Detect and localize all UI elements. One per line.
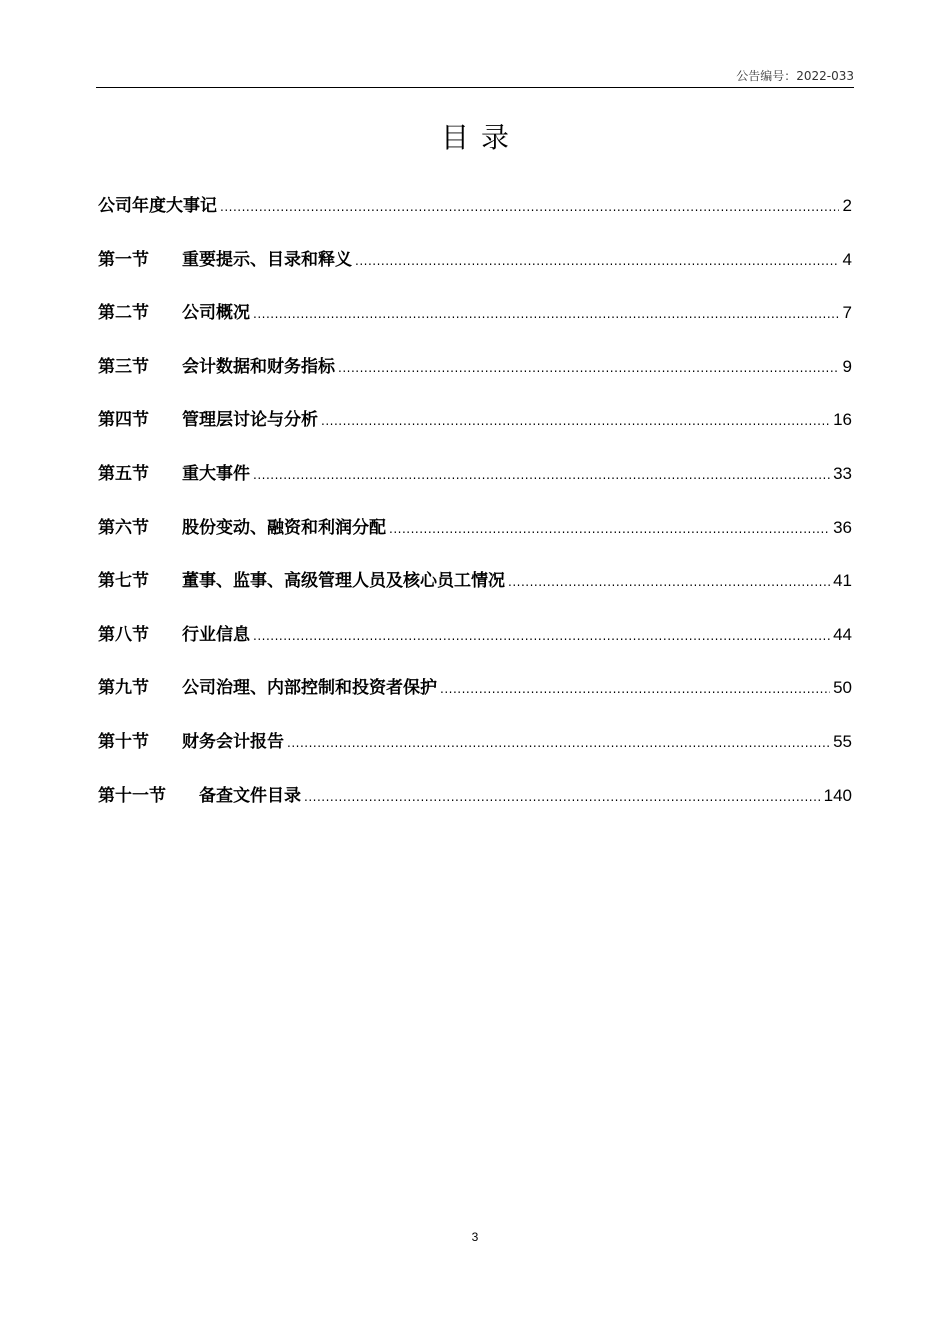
toc-leader-dots	[253, 298, 839, 330]
toc-entry-title: 重要提示、目录和释义	[182, 249, 352, 270]
toc-leader-dots	[389, 513, 830, 545]
toc-entry-section-1[interactable]	[98, 244, 852, 298]
toc-entry-section: 第五节	[98, 463, 149, 484]
toc-entry-title: 董事、监事、高级管理人员及核心员工情况	[182, 571, 505, 592]
toc-entry-title: 公司概况	[182, 303, 250, 324]
toc-entry-title: 管理层讨论与分析	[182, 410, 318, 431]
toc-entry-page: 33	[833, 463, 852, 483]
announcement-number: 公告编号：2022-033	[736, 69, 854, 83]
toc-leader-dots	[287, 727, 830, 759]
toc-entry-section: 第十节	[98, 731, 149, 752]
toc-entry-page: 50	[833, 678, 852, 698]
toc-entry-section-2[interactable]	[98, 297, 852, 351]
page-title: 目录	[440, 121, 521, 154]
table-of-contents	[98, 190, 852, 833]
toc-leader-dots	[220, 191, 839, 223]
toc-entry-section-11[interactable]	[98, 780, 852, 834]
toc-entry-title: 重大事件	[182, 463, 250, 484]
toc-entry-page: 55	[833, 731, 852, 751]
toc-entry-section: 第九节	[98, 678, 149, 699]
toc-entry-title: 会计数据和财务指标	[182, 356, 335, 377]
toc-leader-dots	[304, 781, 821, 813]
toc-leader-dots	[253, 620, 830, 652]
toc-entry-section: 第八节	[98, 624, 149, 645]
toc-leader-dots	[355, 245, 839, 277]
toc-entry-section: 第三节	[98, 356, 149, 377]
toc-entry-page: 44	[833, 624, 852, 644]
toc-leader-dots	[253, 459, 830, 491]
toc-entry-page: 140	[823, 785, 852, 805]
toc-entry-page: 2	[842, 196, 852, 215]
toc-entry-title: 公司治理、内部控制和投资者保护	[182, 678, 437, 699]
toc-entry-section: 第四节	[98, 410, 149, 431]
toc-entry-section-8[interactable]	[98, 619, 852, 673]
toc-entry-page: 36	[833, 517, 852, 537]
toc-entry-section: 第十一节	[98, 785, 166, 806]
toc-entry-title: 公司年度大事记	[98, 196, 217, 216]
toc-entry-title: 财务会计报告	[182, 731, 284, 752]
toc-entry-section-5[interactable]	[98, 458, 852, 512]
toc-entry-section: 第七节	[98, 571, 149, 592]
page-number: 3	[471, 1230, 479, 1244]
toc-entry-highlights[interactable]	[98, 190, 852, 244]
toc-entry-page: 16	[833, 410, 852, 430]
toc-entry-page: 7	[842, 303, 852, 323]
toc-leader-dots	[508, 566, 830, 598]
toc-entry-page: 41	[833, 571, 852, 591]
toc-entry-section-6[interactable]	[98, 512, 852, 566]
toc-entry-section-3[interactable]	[98, 351, 852, 405]
toc-entry-section: 第二节	[98, 303, 149, 324]
toc-entry-page: 9	[842, 356, 852, 376]
toc-entry-page: 4	[842, 249, 852, 269]
toc-entry-section: 第六节	[98, 517, 149, 538]
toc-entry-title: 股份变动、融资和利润分配	[182, 517, 386, 538]
toc-entry-section-4[interactable]	[98, 404, 852, 458]
toc-entry-title: 备查文件目录	[199, 785, 301, 806]
toc-entry-section-9[interactable]	[98, 672, 852, 726]
toc-entry-title: 行业信息	[182, 624, 250, 645]
toc-entry-section: 第一节	[98, 249, 149, 270]
toc-entry-section-10[interactable]	[98, 726, 852, 780]
toc-entry-section-7[interactable]	[98, 565, 852, 619]
page-header	[96, 67, 854, 88]
toc-leader-dots	[338, 352, 839, 384]
toc-leader-dots	[440, 673, 830, 705]
toc-leader-dots	[321, 405, 830, 437]
